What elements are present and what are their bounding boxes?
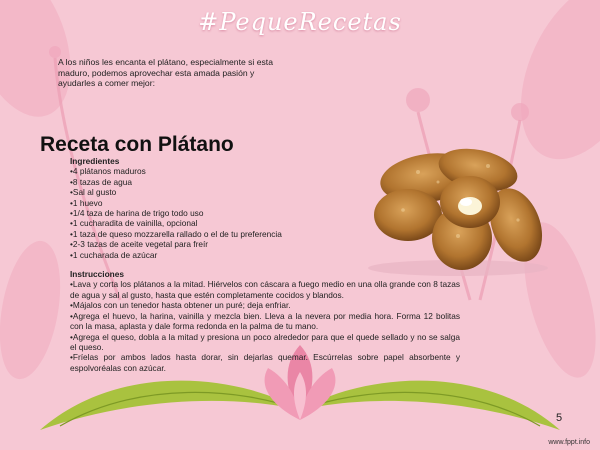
- instruction-step: •Májalos con un tenedor hasta obtener un puré; deja enfriar.: [70, 300, 291, 311]
- page-number: 5: [556, 412, 563, 424]
- instruction-step: •Agrega el huevo, la harina, vainilla y mezcla bien. Lleva a la nevera por media hora. Forma 12 bolitas con la masa, aplasta y dale forma redonda en la palma de tu mano.: [70, 310, 460, 332]
- ingredient-item: •4 plátanos maduros: [70, 166, 146, 177]
- ingredient-item: •2-3 tazas de aceite vegetal para freír: [70, 239, 209, 250]
- ingredient-item: •Sal al gusto: [70, 187, 117, 198]
- ingredient-item: •1/4 taza de harina de trigo todo uso: [70, 208, 204, 219]
- instruction-step: •Lava y corta los plátanos a la mitad. Hiérvelos con cáscara a fuego medio en una olla grande con 8 tazas de agua y sal al gusto, hasta que estén completamente cocidos y blandos.: [70, 279, 460, 300]
- instruction-step: •Agrega el queso, dobla a la mitad y presiona un poco alrededor para que el quede sellado y no se salga el queso.: [70, 331, 460, 352]
- ingredient-item: •1 taza de queso mozzarella rallado o el de tu preferencia: [70, 228, 282, 239]
- ingredient-item: •1 huevo: [70, 197, 103, 208]
- ingredient-item: •1 cucharada de azúcar: [70, 249, 158, 260]
- ingredient-item: •8 tazas de agua: [70, 176, 132, 187]
- site-link[interactable]: www.fppt.info: [548, 439, 590, 446]
- ingredient-item: •1 cucharadita de vainilla, opcional: [70, 218, 198, 229]
- ingredients-heading: Ingredientes: [70, 156, 120, 166]
- intro-text: A los niños les encanta el plátano, especialmente si esta maduro, podemos aprovechar esta amada pasión y ayudarles a comer mejor:: [58, 57, 273, 89]
- fried-plantain-photo: [358, 140, 558, 280]
- instructions-heading: Instrucciones: [70, 269, 124, 280]
- instruction-step: •Fríelas por ambos lados hasta dorar, sin dejarlas quemar. Escúrrelas sobre papel absorbente y espolvoréalas con azúcar.: [70, 352, 460, 373]
- brand-title: #PequeRecetas: [198, 8, 402, 36]
- recipe-title: Receta con Plátano: [40, 133, 234, 156]
